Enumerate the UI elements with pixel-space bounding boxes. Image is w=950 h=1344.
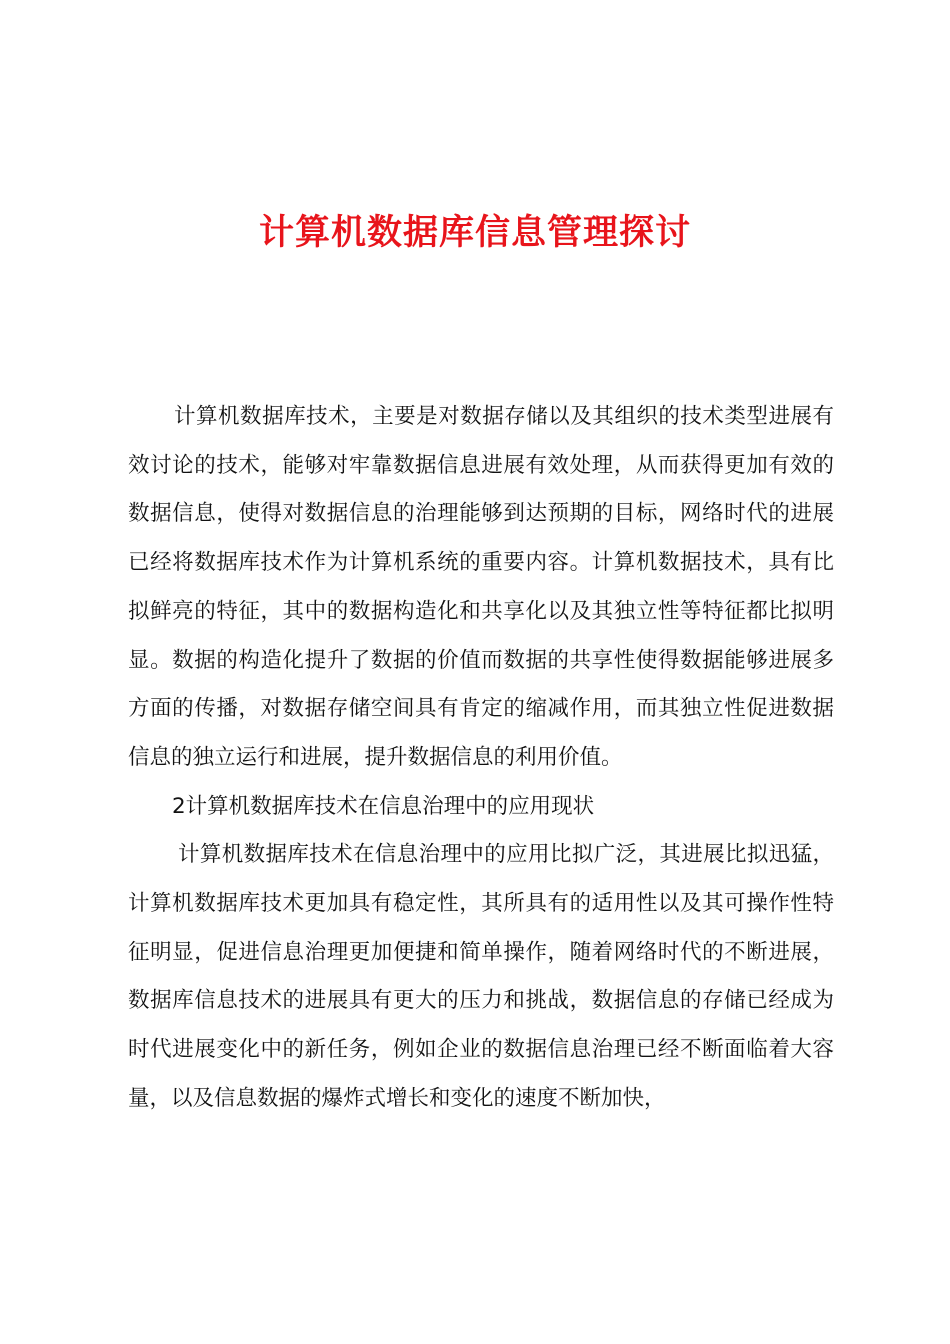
document-body xyxy=(128,393,834,1124)
paragraph-intro: 计算机数据库技术，主要是对数据存储以及其组织的技术类型进展有效讨论的技术，能够对牢靠数据信息进展有效处理，从而获得更加有效的数据信息，使得对数据信息的治理能够到达预期的目标，网络时代的进展已经将数据库技术作为计算机系统的重要内容。计算机数据技术，具有比拟鲜亮的特征，其中的数据构造化和共享化以及其独立性等特征都比拟明显。数据的构造化提升了数据的价值而数据的共享性使得数据能够进展多方面的传播，对数据存储空间具有肯定的缩减作用，而其独立性促进数据信息的独立运行和进展，提升数据信息的利用价值。 xyxy=(128,404,834,770)
section-heading: 2计算机数据库技术在信息治理中的应用现状 xyxy=(172,793,595,819)
document-title: 计算机数据库信息管理探讨 xyxy=(258,213,691,253)
paragraph-application-status: 计算机数据库技术在信息治理中的应用比拟广泛，其进展比拟迅猛，计算机数据库技术更加具有稳定性，其所具有的适用性以及其可操作性特征明显，促进信息治理更加便捷和简单操作，随着网络时代的不断进展，数据库信息技术的进展具有更大的压力和挑战，数据信息的存储已经成为时代进展变化中的新任务，例如企业的数据信息治理已经不断面临着大容量，以及信息数据的爆炸式增长和变化的速度不断加快， xyxy=(128,842,834,1111)
